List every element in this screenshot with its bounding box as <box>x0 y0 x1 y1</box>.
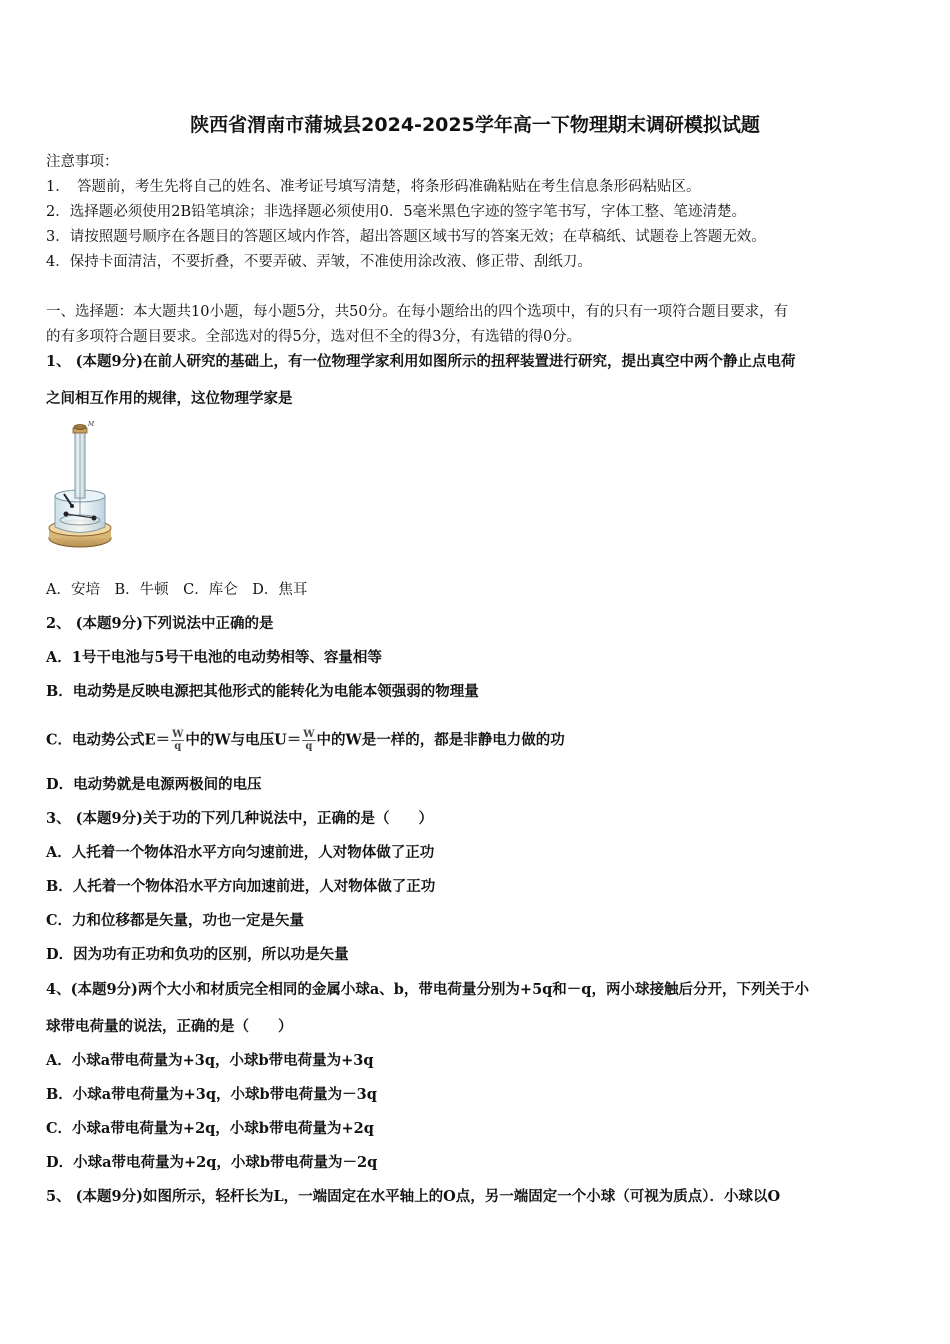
option-c-part-2: 中的W与电压U＝ <box>185 731 302 749</box>
question-1-options: A．安培 B．牛顿 C．库仑 D．焦耳 <box>46 582 308 598</box>
question-4-stem-line-1: 4、(本题9分)两个大小和材质完全相同的金属小球a、b，带电荷量分别为+5q和－q，两小球接触后分开，下列关于小 <box>46 981 809 998</box>
notice-heading: 注意事项： <box>46 154 119 170</box>
question-4-option-a: A．小球a带电荷量为+3q，小球b带电荷量为+3q <box>46 1052 374 1069</box>
question-4-option-c: C．小球a带电荷量为+2q，小球b带电荷量为+2q <box>46 1120 374 1137</box>
section-intro-line-1: 一、选择题：本大题共10小题，每小题5分，共50分。在每小题给出的四个选项中，有的只有一项符合题目要求，有 <box>46 304 789 320</box>
fraction-numerator: W <box>303 729 315 740</box>
question-1-stem-line-2: 之间相互作用的规律，这位物理学家是 <box>46 390 293 407</box>
question-3-option-b: B．人托着一个物体沿水平方向加速前进，人对物体做了正功 <box>46 878 436 895</box>
question-3-option-c: C．力和位移都是矢量，功也一定是矢量 <box>46 912 305 929</box>
notice-item-4: 4．保持卡面清洁，不要折叠，不要弄破、弄皱，不准使用涂改液、修正带、刮纸刀。 <box>46 254 592 270</box>
section-intro-line-2: 的有多项符合题目要求。全部选对的得5分，选对但不全的得3分，有选错的得0分。 <box>46 329 582 345</box>
page-title: 陕西省渭南市蒲城县2024-2025学年高一下物理期末调研模拟试题 <box>190 114 760 136</box>
question-4-option-d: D．小球a带电荷量为+2q，小球b带电荷量为－2q <box>46 1154 378 1171</box>
notice-item-2: 2．选择题必须使用2B铅笔填涂；非选择题必须使用0．5毫米黑色字迹的签字笔书写，字体工整、笔迹清楚。 <box>46 204 747 220</box>
fraction-w-over-q <box>171 729 184 752</box>
notice-item-3: 3．请按照题号顺序在各题目的答题区域内作答，超出答题区域书写的答案无效；在草稿纸、试题卷上答题无效。 <box>46 229 766 245</box>
fraction-w-over-q <box>302 729 315 752</box>
question-5-stem-line-1: 5、 (本题9分)如图所示，轻杆长为L，一端固定在水平轴上的O点，另一端固定一个小球（可视为质点）．小球以O <box>46 1188 781 1205</box>
question-2-option-d: D．电动势就是电源两极间的电压 <box>46 776 262 793</box>
option-c-part-3: 中的W是一样的，都是非静电力做的功 <box>316 731 565 749</box>
option-c-part-1: C．电动势公式E＝ <box>46 731 171 749</box>
question-3-option-d: D．因为功有正功和负功的区别，所以功是矢量 <box>46 946 349 963</box>
fraction-denominator: q <box>174 741 182 752</box>
question-2-option-b: B．电动势是反映电源把其他形式的能转化为电能本领强弱的物理量 <box>46 683 479 700</box>
question-3-option-a: A．人托着一个物体沿水平方向匀速前进，人对物体做了正功 <box>46 844 435 861</box>
fraction-denominator: q <box>305 741 313 752</box>
torsion-balance-figure <box>46 420 116 552</box>
question-1-stem-line-1: 1、 (本题9分)在前人研究的基础上，有一位物理学家利用如图所示的扭秤装置进行研究，提出真空中两个静止点电荷 <box>46 353 796 370</box>
notice-item-1: 1． 答题前，考生先将自己的姓名、准考证号填写清楚，将条形码准确粘贴在考生信息条形码粘贴区。 <box>46 179 701 195</box>
question-2-option-a: A．1号干电池与5号干电池的电动势相等、容量相等 <box>46 649 382 666</box>
question-4-option-b: B．小球a带电荷量为+3q，小球b带电荷量为－3q <box>46 1086 377 1103</box>
question-2-stem: 2、 (本题9分)下列说法中正确的是 <box>46 615 274 632</box>
question-3-stem: 3、 (本题9分)关于功的下列几种说法中，正确的是（ ） <box>46 810 433 827</box>
fraction-numerator: W <box>172 729 184 740</box>
figure-label: M <box>88 421 95 428</box>
question-4-stem-line-2: 球带电荷量的说法，正确的是（ ） <box>46 1018 293 1035</box>
question-2-option-c <box>46 729 565 752</box>
